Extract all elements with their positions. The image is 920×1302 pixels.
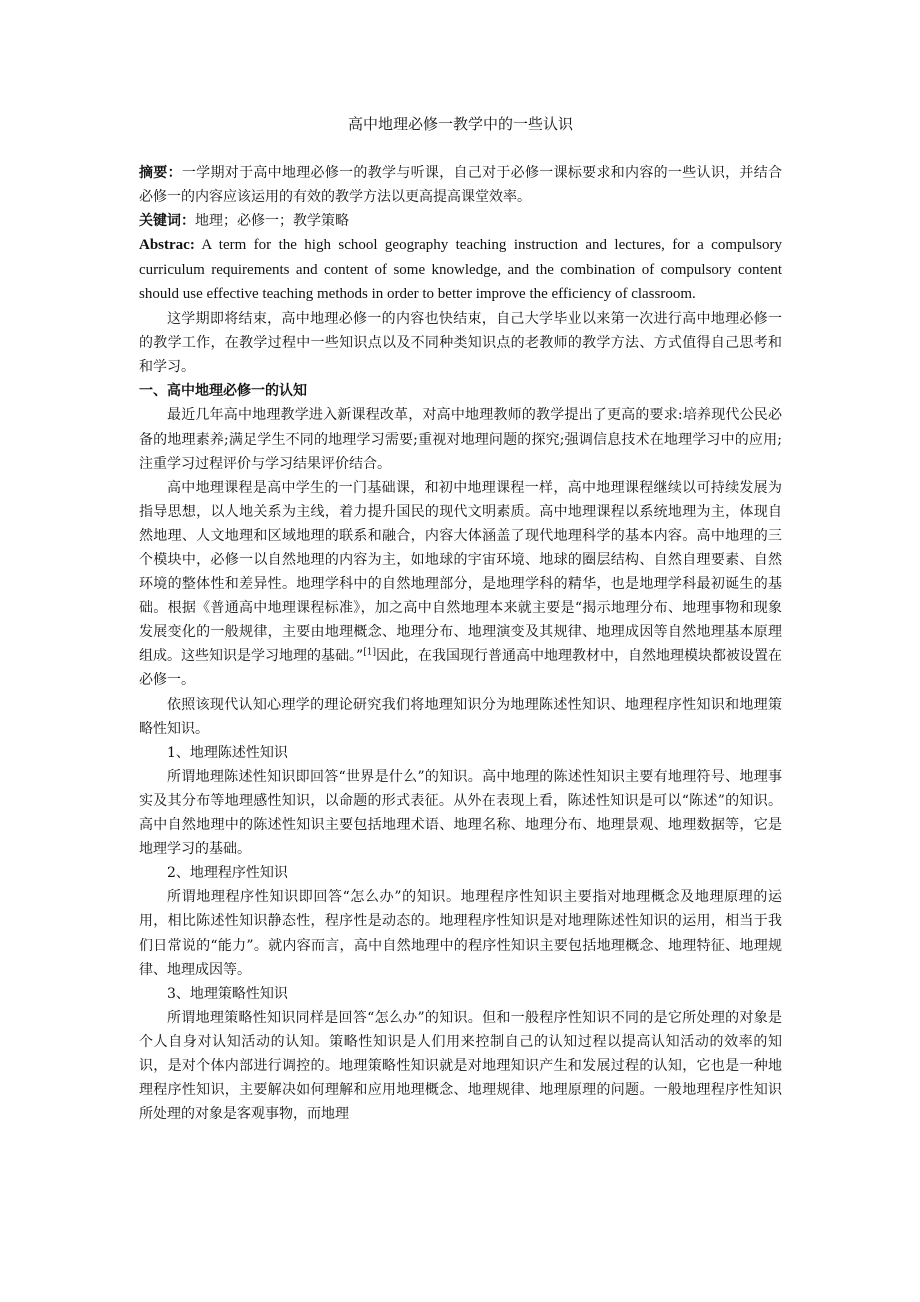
subsection-heading: 3、地理策略性知识 [167, 985, 288, 1002]
abstract-label: 摘要： [139, 165, 182, 181]
body-text: 高中地理课程是高中学生的一门基础课，和初中地理课程一样，高中地理课程继续以可持续发展为指导思想，以人地关系为主线，着力提升国民的现代文明素质。高中地理课程以系统地理为主，体现自然地理、人文地理和区域地理的联系和融合，内容大体涵盖了现代地理科学的基本内容。高中地理的三个模块中，必修一以自然地理的内容为主，如地球的宇宙环境、地球的圈层结构、自然自理要素、自然环境的整体性和差异性。地理学科中的自然地理部分，是地理学科的精华，也是地理学科最初诞生的基础。根据《普通高中地理课程标准》，加之高中自然地理本来就主要是“揭示地理分布、地理事物和现象发展变化的一般规律，主要由地理概念、地理分布、地理演变及其规律、地理成因等自然地理基本原理组成。这些知识是学习地理的基础。” [139, 479, 782, 665]
body-paragraph: 所谓地理程序性知识即回答“怎么办”的知识。地理程序性知识主要指对地理概念及地理原理的运用，相比陈述性知识静态性，程序性是动态的。地理程序性知识是对地理陈述性知识的运用，相当于我们日常说的“能力”。就内容而言，高中自然地理中的程序性知识主要包括地理概念、地理特征、地理规律、地理成因等。 [139, 889, 782, 978]
abstract-text: 一学期对于高中地理必修一的教学与听课，自己对于必修一课标要求和内容的一些认识，并结合必修一的内容应该运用的有效的教学方法以更高提高课堂效率。 [139, 165, 783, 206]
body-paragraph: 所谓地理陈述性知识即回答“世界是什么”的知识。高中地理的陈述性知识主要有地理符号、地理事实及其分布等地理感性知识，以命题的形式表征。从外在表现上看，陈述性知识是可以“陈述”的知识。高中自然地理中的陈述性知识主要包括地理术语、地理名称、地理分布、地理景观、地理数据等，它是地理学习的基础。 [139, 768, 782, 858]
keywords-paragraph [139, 209, 782, 233]
document-page [139, 112, 782, 1126]
body-paragraph: 依照该现代认知心理学的理论研究我们将地理知识分为地理陈述性知识、地理程序性知识和地理策略性知识。 [139, 696, 782, 737]
english-abstract-text: A term for the high school geography teaching instruction and lectures, for a compulsory curriculum requirements and content of some knowledge, and the combination of compulsory content should use effective teaching methods in order to better improve the efficiency of classroom. [139, 237, 782, 303]
body-paragraph: 最近几年高中地理教学进入新课程改革，对高中地理教师的教学提出了更高的要求:培养现代公民必备的地理素养;满足学生不同的地理学习需要;重视对地理问题的探究;强调信息技术在地理学习中的应用;注重学习过程评价与学习结果评价结合。 [139, 407, 782, 472]
section-heading: 一、高中地理必修一的认知 [139, 383, 307, 400]
english-abstract-paragraph [139, 233, 782, 307]
english-abstract-label: Abstrac: [139, 237, 195, 254]
body-paragraph [139, 476, 782, 693]
intro-paragraph: 这学期即将结束，高中地理必修一的内容也快结束，自己大学毕业以来第一次进行高中地理必修一的教学工作，在教学过程中一些知识点以及不同种类知识点的老教师的教学方法、方式值得自己思考和和学习。 [139, 311, 782, 376]
keywords-label: 关键词： [139, 213, 195, 230]
abstract-paragraph [139, 161, 782, 209]
subsection-heading: 2、地理程序性知识 [167, 865, 288, 882]
keywords-text: 地理；必修一；教学策略 [195, 213, 349, 230]
body-paragraph: 所谓地理策略性知识同样是回答“怎么办”的知识。但和一般程序性知识不同的是它所处理的对象是个人自身对认知活动的认知。策略性知识是人们用来控制自己的认知过程以提高认知活动的效率的知识，是对个体内部进行调控的。地理策略性知识就是对地理知识产生和发展过程的认知，它也是一种地理程序性知识，主要解决如何理解和应用地理概念、地理规律、地理原理的问题。一般地理程序性知识所处理的对象是客观事物，而地理 [139, 1009, 782, 1123]
citation-ref: [1] [363, 647, 376, 658]
body-text: 因此，在我国现行普通高中地理教材中，自然地理模块都被设置在必修一。 [139, 648, 783, 689]
subsection-heading: 1、地理陈述性知识 [167, 744, 288, 761]
document-title: 高中地理必修一教学中的一些认识 [347, 115, 573, 133]
